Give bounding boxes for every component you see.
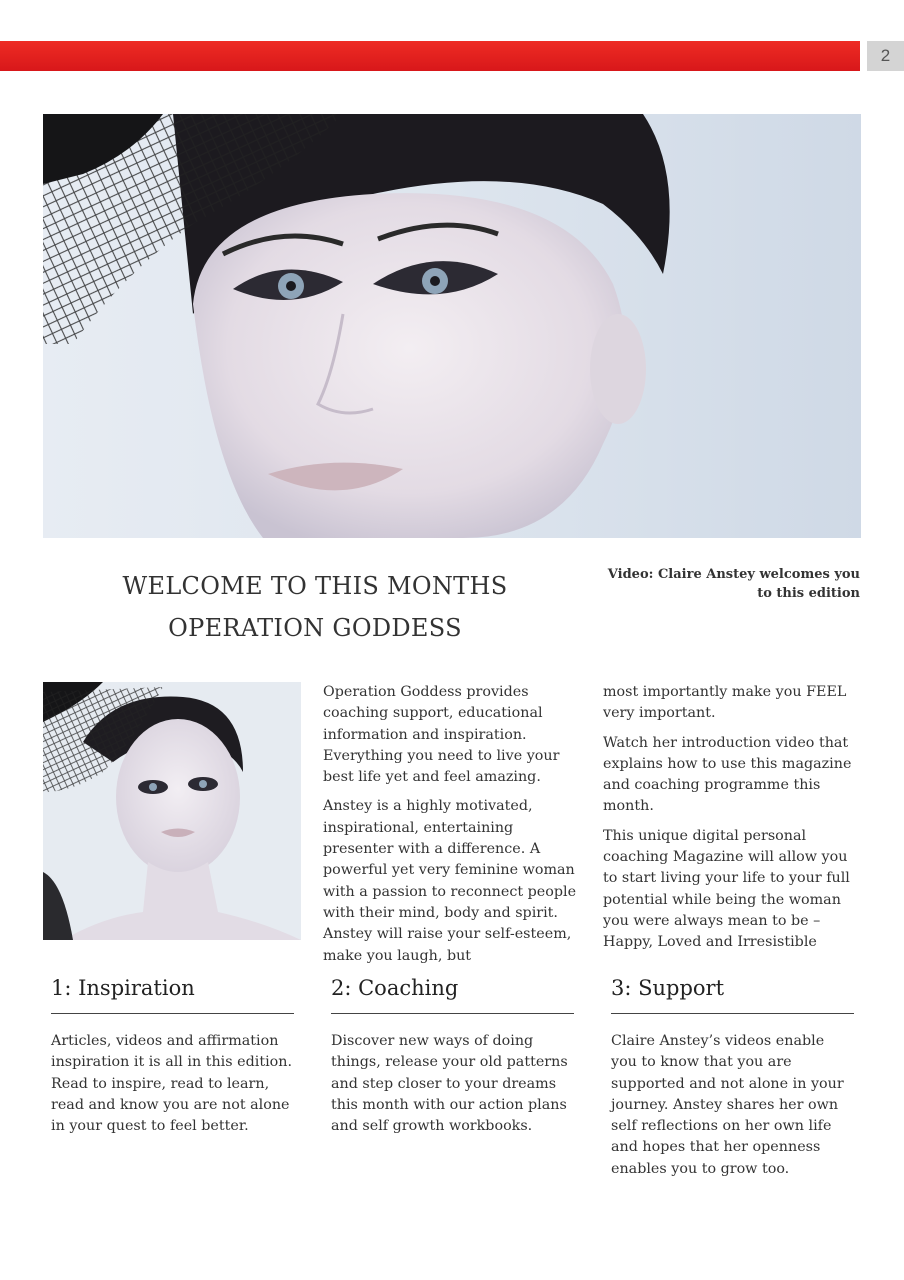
intro-paragraph: most importantly make you FEEL very important. — [603, 684, 847, 722]
section-heading: 2: Coaching — [331, 973, 574, 1014]
section-body: Articles, videos and affirmation inspiration it is all in this edition. Read to inspire, read to learn, read and know you are not alone in your quest to feel better. — [51, 1033, 293, 1135]
section-inspiration — [51, 973, 294, 1137]
section-body: Claire Anstey’s videos enable you to know that you are supported and not alone in your journey. Anstey shares her own self reflections on her own life and hopes that her openness enables you to grow too. — [611, 1033, 844, 1177]
section-body: Discover new ways of doing things, release your old patterns and step closer to your dreams this month with our action plans and self growth workbooks. — [331, 1033, 568, 1135]
hero-portrait-illustration — [43, 114, 861, 538]
intro-paragraph: This unique digital personal coaching Magazine will allow you to start living your life to your full potential while being the woman you were always mean to be – Happy, Loved and Irresistible — [603, 827, 850, 951]
intro-column-2 — [603, 682, 865, 962]
hero-video-image[interactable] — [43, 114, 861, 538]
intro-paragraph: Operation Goddess provides coaching support, educational information and inspiration. Everything you need to live your best life yet and feel amazing. — [323, 684, 560, 786]
intro-paragraph: Watch her introduction video that explains how to use this magazine and coaching programme this month. — [603, 734, 852, 815]
page-title-line-1: WELCOME TO THIS MONTHS — [122, 572, 508, 600]
section-heading: 3: Support — [611, 973, 854, 1014]
intro-column-1 — [323, 682, 585, 975]
intro-paragraph: Anstey is a highly motivated, inspirational, entertaining presenter with a difference. A powerful yet very feminine woman with a passion to reconnect people with their mind, body and spirit. Anstey will raise your self-esteem, make you laugh, but — [323, 798, 577, 964]
page-title — [110, 565, 520, 649]
page-title-line-2: OPERATION GODDESS — [168, 614, 462, 642]
section-coaching — [331, 973, 574, 1137]
section-heading: 1: Inspiration — [51, 973, 294, 1014]
thumbnail-portrait-illustration — [43, 682, 301, 940]
portrait-thumbnail — [43, 682, 301, 940]
section-support — [611, 973, 854, 1180]
video-caption: Video: Claire Anstey welcomes you to this edition — [607, 567, 860, 601]
header-red-bar — [0, 41, 860, 71]
page-number: 2 — [867, 41, 904, 71]
